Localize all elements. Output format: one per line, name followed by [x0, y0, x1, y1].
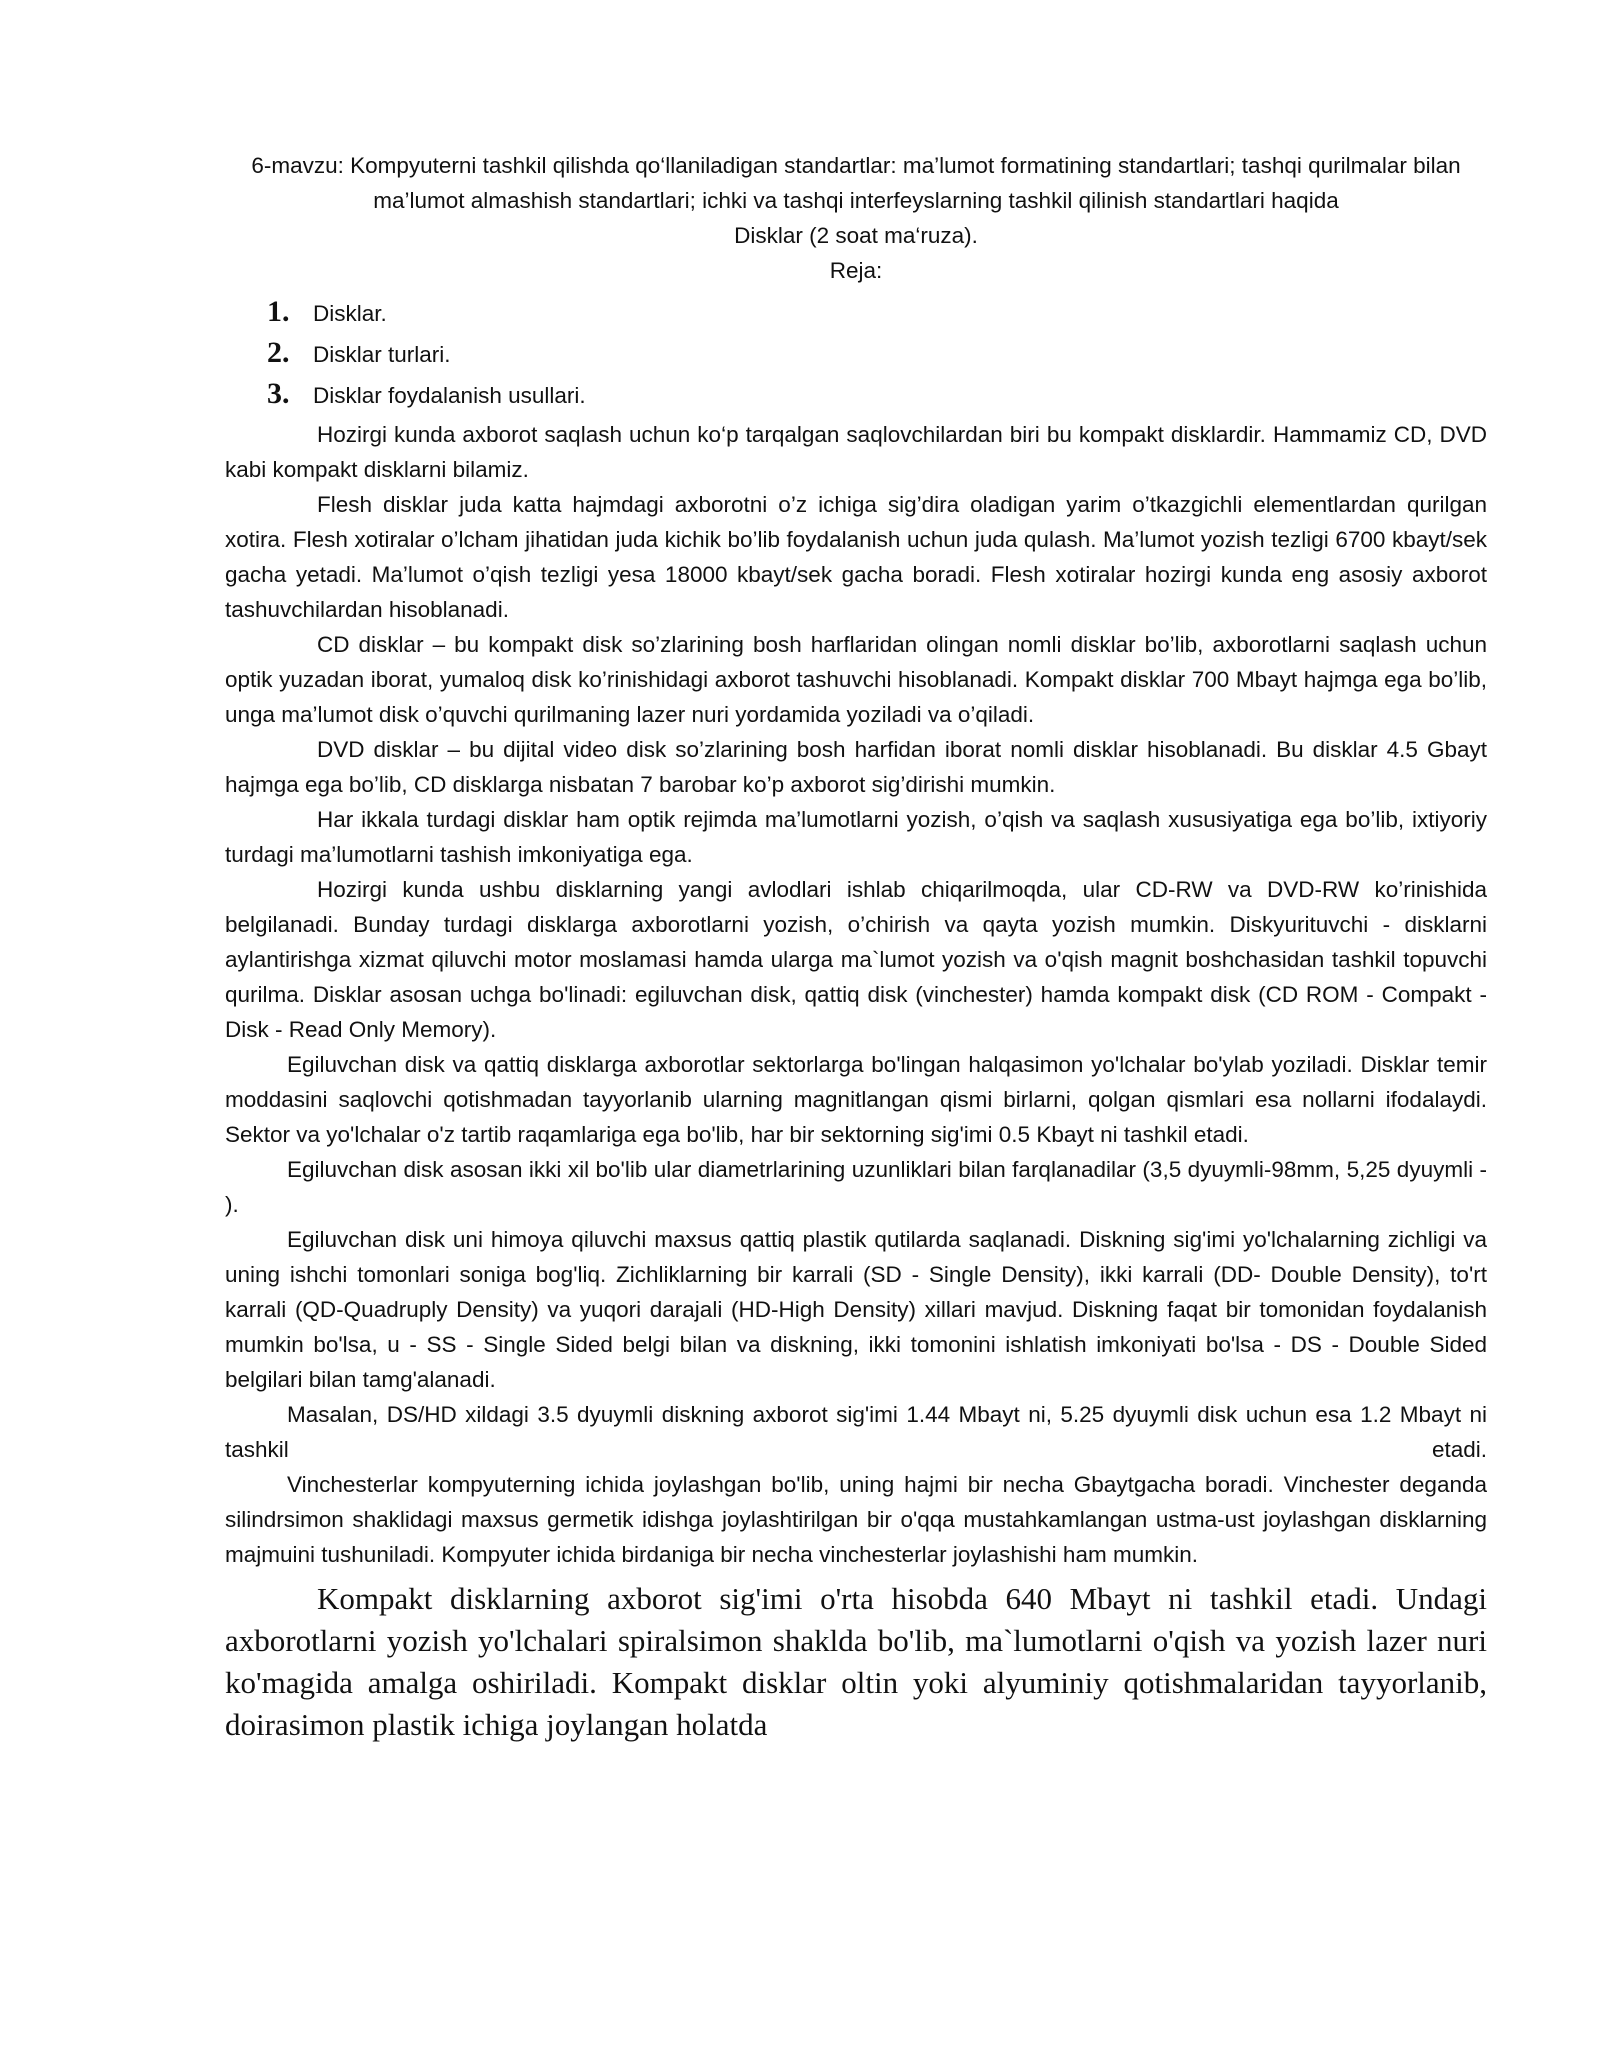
paragraph-sectors: Egiluvchan disk va qattiq disklarga axborotlar sektorlarga bo'lingan halqasimon yo'lchalar bo'ylab yoziladi. Disklar temir moddasini saqlovchi qotishmadan tayyorlanib ularning magnitlangan qismi birlarni, qolgan qismlari esa nollarni ifodalaydi. Sektor va yo'lchalar o'z tartib raqamlariga ega bo'lib, har bir sektorning sig'imi 0.5 Kbayt ni tashkil etadi. [225, 1052, 1487, 1147]
plan-item-number: 3. [267, 377, 290, 410]
document-page [225, 148, 1487, 1746]
plan-item-text: Disklar turlari. [313, 342, 451, 367]
plan-item-number: 1. [267, 295, 290, 328]
plan-item-text: Disklar. [313, 301, 387, 326]
paragraph-flash: Flesh disklar juda katta hajmdagi axborotni o’z ichiga sig’dira oladigan yarim o’tkazgichli elementlardan qurilgan xotira. Flesh xotiralar o’lcham jihatidan juda kichik bo’lib foydalanish uchun juda qulash. Ma’lumot yozish tezligi 6700 kbayt/sek gacha yetadi. Ma’lumot o’qish tezligi yesa 18000 kbayt/sek gacha boradi. Flesh xotiralar hozirgi kunda eng asosiy axborot tashuvchilardan hisoblanadi. [225, 492, 1487, 622]
paragraph-capacity: Masalan, DS/HD xildagi 3.5 dyuymli diskning axborot sig'imi 1.44 Mbayt ni, 5.25 dyuymli disk uchun esa 1.2 Mbayt ni tashkil etadi. [225, 1402, 1487, 1462]
plan-item-number: 2. [267, 336, 290, 369]
paragraph-dvd: DVD disklar – bu dijital video disk so’zlarining bosh harfidan iborat nomli disklar hisoblanadi. Bu disklar 4.5 Gbayt hajmga ega bo’lib, CD disklarga nisbatan 7 barobar ko’p axborot sig’dirishi mumkin. [225, 737, 1487, 797]
plan-list [225, 294, 1487, 417]
paragraph-cd-dvd-intro: Hozirgi kunda axborot saqlash uchun ko‘p tarqalgan saqlovchilardan biri bu kompakt disklardir. Hammamiz CD, DVD kabi kompakt disklarni bilamiz. [225, 422, 1487, 482]
document-title: 6-mavzu: Kompyuterni tashkil qilishda qo‘llaniladigan standartlar: ma’lumot formatining standartlari; tashqi qurilmalar bilan ma’lumot almashish standartlari; ichki va tashqi interfeyslarning tashkil qilinish standartlari haqida [251, 153, 1461, 213]
paragraph-floppy-sizes: Egiluvchan disk asosan ikki xil bo'lib ular diametrlarining uzunliklari bilan farqlanadilar (3,5 dyuymli-98mm, 5,25 dyuymli - ). [225, 1157, 1487, 1217]
paragraph-cd: CD disklar – bu kompakt disk so’zlarining bosh harflaridan olingan nomli disklar bo’lib, axborotlarni saqlash uchun optik yuzadan iborat, yumaloq disk ko’rinishidagi axborot tashuvchi hisoblanadi. Kompakt disklar 700 Mbayt hajmga ega bo’lib, unga ma’lumot disk o’quvchi qurilmaning lazer nuri yordamida yoziladi va o’qiladi. [225, 632, 1487, 727]
paragraph-compact-disc: Kompakt disklarning axborot sig'imi o'rta hisobda 640 Mbayt ni tashkil etadi. Undagi axborotlarni yozish yo'lchalari spiralsimon shaklda bo'lib, ma`lumotlarni o'qish va yozish lazer nuri ko'magida amalga oshiriladi. Kompakt disklar oltin yoki alyuminiy qotishmalaridan tayyorlanib, doirasimon plastik ichiga joylangan holatda [225, 1581, 1487, 1742]
paragraph-optical: Har ikkala turdagi disklar ham optik rejimda ma’lumotlarni yozish, o’qish va saqlash xususiyatiga ega bo’lib, ixtiyoriy turdagi ma’lumotlarni tashish imkoniyatiga ega. [225, 807, 1487, 867]
plan-item-text: Disklar foydalanish usullari. [313, 383, 586, 408]
plan-item [267, 376, 1487, 417]
plan-heading: Reja: [829, 258, 883, 283]
paragraph-density: Egiluvchan disk uni himoya qiluvchi maxsus qattiq plastik qutilarda saqlanadi. Diskning sig'imi yo'lchalarning zichligi va uning ishchi tomonlari soniga bog'liq. Zichliklarning bir karrali (SD - Single Density), ikki karrali (DD- Double Density), to'rt karrali (QD-Quadruply Density) va yuqori darajali (HD-High Density) xillari mavjud. Diskning faqat bir tomonidan foydalanish mumkin bo'lsa, u - SS - Single Sided belgi bilan va diskning, ikki tomonini ishlatish imkoniyati bo'lsa - DS - Double Sided belgilari bilan tamg'alanadi. [225, 1227, 1487, 1392]
paragraph-rw-drives: Hozirgi kunda ushbu disklarning yangi avlodlari ishlab chiqarilmoqda, ular CD-RW va DVD-RW ko’rinishida belgilanadi. Bunday turdagi disklarga axborotlarni yozish, o’chirish va qayta yozish mumkin. Diskyurituvchi - disklarni aylantirishga xizmat qiluvchi motor moslamasi hamda ularga ma`lumot yozish va o'qish magnit boshchasidan tashkil topuvchi qurilma. Disklar asosan uchga bo'linadi: egiluvchan disk, qattiq disk (vinchester) hamda kompakt disk (CD ROM - Compakt - Disk - Read Only Memory). [225, 877, 1487, 1042]
plan-item [267, 294, 1487, 335]
document-subtitle: Disklar (2 soat ma‘ruza). [734, 223, 978, 248]
plan-item [267, 335, 1487, 376]
paragraph-winchester: Vinchesterlar kompyuterning ichida joylashgan bo'lib, uning hajmi bir necha Gbaytgacha boradi. Vinchester deganda silindrsimon shaklidagi maxsus germetik idishga joylashtirilgan bir o'qqa mustahkamlangan ustma-ust joylashgan disklarning majmuini tushuniladi. Kompyuter ichida birdaniga bir necha vinchesterlar joylashishi ham mumkin. [225, 1472, 1487, 1567]
